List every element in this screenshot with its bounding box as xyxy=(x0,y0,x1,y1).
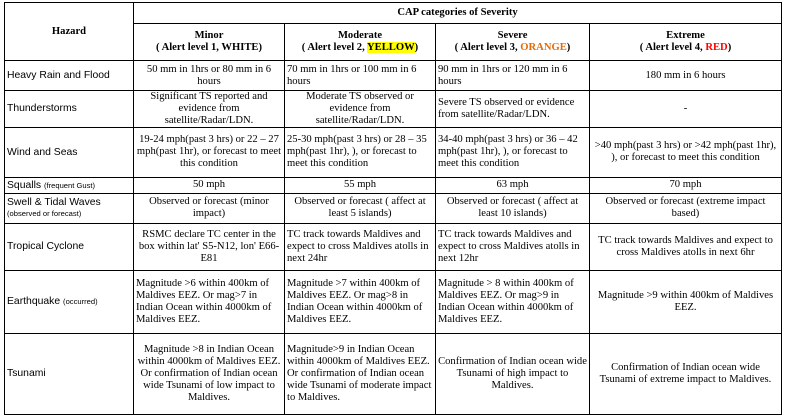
moderate-cell: Magnitude>9 in Indian Ocean within 4000km of Maldives EEZ. Or confirmation of Indian ocean wide Tsunami of moderate impact to Maldives. xyxy=(285,333,436,414)
cap-severity-table xyxy=(4,2,782,415)
extreme-cell: Observed or forecast (extreme impact based) xyxy=(590,193,782,223)
severe-cell: Confirmation of Indian ocean wide Tsunami of high impact to Maldives. xyxy=(436,333,590,414)
table-row xyxy=(5,91,782,128)
moderate-cell: 25-30 mph(past 3 hrs) or 28 – 35 mph(past 1hr), ), or forecast to meet this condition xyxy=(285,127,436,177)
extreme-cell: Magnitude >9 within 400km of Maldives EEZ. xyxy=(590,270,782,333)
cap-categories-header: CAP categories of Severity xyxy=(134,3,782,24)
moderate-cell: TC track towards Maldives and expect to cross Maldives atolls in next 24hr xyxy=(285,223,436,270)
extreme-cell: - xyxy=(590,91,782,128)
alert-color-word: WHITE xyxy=(221,42,259,53)
hazard-cell: Tropical Cyclone xyxy=(5,223,134,270)
table-row xyxy=(5,61,782,91)
table-row xyxy=(5,333,782,414)
alert-color-word: RED xyxy=(705,42,728,53)
level-name: Severe xyxy=(497,30,528,42)
extreme-cell: >40 mph(past 3 hrs) or >42 mph(past 1hr), ), or forecast to meet this condition xyxy=(590,127,782,177)
alert-color-word: YELLOW xyxy=(366,42,415,53)
extreme-cell: 70 mph xyxy=(590,177,782,193)
hazard-cell: Swell & Tidal Waves (observed or forecast) xyxy=(5,193,134,223)
moderate-cell: 55 mph xyxy=(285,177,436,193)
hazard-header: Hazard xyxy=(5,3,134,61)
table-row xyxy=(5,127,782,177)
minor-cell: 19-24 mph(past 3 hrs) or 22 – 27 mph(past 1hr), or forecast to meet this condition xyxy=(134,127,285,177)
minor-cell: 50 mph xyxy=(134,177,285,193)
level-extreme-header: Extreme ( Alert level 4, RED) xyxy=(590,24,782,61)
hazard-cell: Wind and Seas xyxy=(5,127,134,177)
minor-cell: Magnitude >6 within 400km of Maldives EEZ. Or mag>7 in Indian Ocean within 4000km of Maldives EEZ. xyxy=(134,270,285,333)
moderate-cell: 70 mm in 1hrs or 100 mm in 6 hours xyxy=(285,61,436,91)
level-minor-header: Minor ( Alert level 1, WHITE) xyxy=(134,24,285,61)
moderate-cell: Magnitude >7 within 400km of Maldives EEZ. Or mag>8 in Indian Ocean within 4000km of Maldives EEZ. xyxy=(285,270,436,333)
severe-cell: 90 mm in 1hrs or 120 mm in 6 hours xyxy=(436,61,590,91)
minor-cell: 50 mm in 1hrs or 80 mm in 6 hours xyxy=(134,61,285,91)
level-moderate-header: Moderate ( Alert level 2, YELLOW) xyxy=(285,24,436,61)
severe-cell: TC track towards Maldives and expect to cross Maldives atolls in next 12hr xyxy=(436,223,590,270)
extreme-cell: Confirmation of Indian ocean wide Tsunami of extreme impact to Maldives. xyxy=(590,333,782,414)
level-severe-header: Severe ( Alert level 3, ORANGE) xyxy=(436,24,590,61)
level-name: Moderate xyxy=(337,30,383,42)
severe-cell: 34-40 mph(past 3 hrs) or 36 – 42 mph(past 1hr), ), or forecast to meet this condition xyxy=(436,127,590,177)
moderate-cell: Moderate TS observed or evidence from satellite/Radar/LDN. xyxy=(285,91,436,128)
alert-color-word: ORANGE xyxy=(520,42,567,53)
extreme-cell: 180 mm in 6 hours xyxy=(590,61,782,91)
minor-cell: Observed or forecast (minor impact) xyxy=(134,193,285,223)
hazard-cell: Thunderstorms xyxy=(5,91,134,128)
table-row xyxy=(5,223,782,270)
table-row xyxy=(5,270,782,333)
minor-cell: Magnitude >8 in Indian Ocean within 4000km of Maldives EEZ. Or confirmation of Indian ocean wide Tsunami of low impact to Maldives. xyxy=(134,333,285,414)
severe-cell: Severe TS observed or evidence from satellite/Radar/LDN. xyxy=(436,91,590,128)
hazard-cell: Heavy Rain and Flood xyxy=(5,61,134,91)
level-name: Minor xyxy=(194,30,224,42)
table-row xyxy=(5,193,782,223)
hazard-cell: Squalls (frequent Gust) xyxy=(5,177,134,193)
minor-cell: RSMC declare TC center in the box within lat' S5-N12, lon' E66-E81 xyxy=(134,223,285,270)
level-name: Extreme xyxy=(666,30,705,42)
severe-cell: 63 mph xyxy=(436,177,590,193)
hazard-cell: Earthquake (occurred) xyxy=(5,270,134,333)
table-row xyxy=(5,177,782,193)
extreme-cell: TC track towards Maldives and expect to cross Maldives atolls in next 6hr xyxy=(590,223,782,270)
severe-cell: Magnitude > 8 within 400km of Maldives EEZ. Or mag>9 in Indian Ocean within 4000km of Maldives EEZ. xyxy=(436,270,590,333)
minor-cell: Significant TS reported and evidence from satellite/Radar/LDN. xyxy=(134,91,285,128)
hazard-cell: Tsunami xyxy=(5,333,134,414)
moderate-cell: Observed or forecast ( affect at least 5 islands) xyxy=(285,193,436,223)
severe-cell: Observed or forecast ( affect at least 10 islands) xyxy=(436,193,590,223)
